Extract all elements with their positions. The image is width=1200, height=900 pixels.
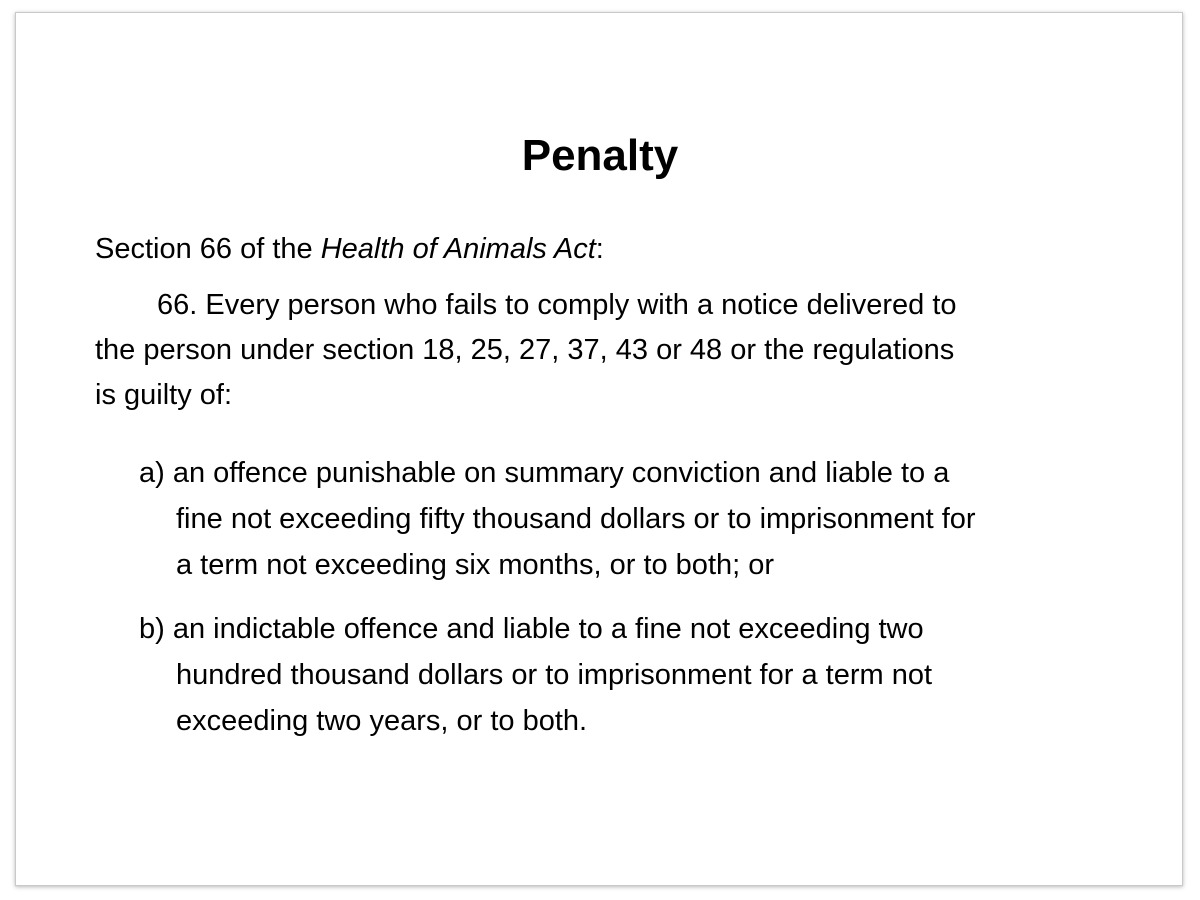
clause-b	[139, 606, 1139, 744]
statute-text	[95, 283, 1110, 418]
clause-line: hundred thousand dollars or to imprisonment for a term not	[176, 659, 933, 691]
statute-line: is guilty of:	[95, 379, 232, 411]
clause-line: fine not exceeding fifty thousand dollars or to imprisonment for	[176, 503, 976, 535]
statute-line: the person under section 18, 25, 27, 37, 43 or 48 or the regulations	[95, 334, 955, 366]
clause-a	[139, 450, 1139, 588]
statute-line: 66. Every person who fails to comply with a notice delivered to	[157, 289, 957, 321]
clause-line: exceeding two years, or to both.	[176, 705, 588, 737]
slide-title: Penalty	[521, 131, 679, 180]
slide	[15, 12, 1183, 886]
clause-line: b) an indictable offence and liable to a fine not exceeding two	[139, 613, 924, 645]
intro-prefix: Section 66 of the	[95, 233, 321, 265]
section-intro	[95, 229, 1135, 269]
act-name: Health of Animals Act	[320, 233, 596, 265]
clause-line: a term not exceeding six months, or to both; or	[176, 549, 775, 581]
clause-line: a) an offence punishable on summary conviction and liable to a	[139, 457, 950, 489]
intro-suffix: :	[595, 233, 604, 265]
